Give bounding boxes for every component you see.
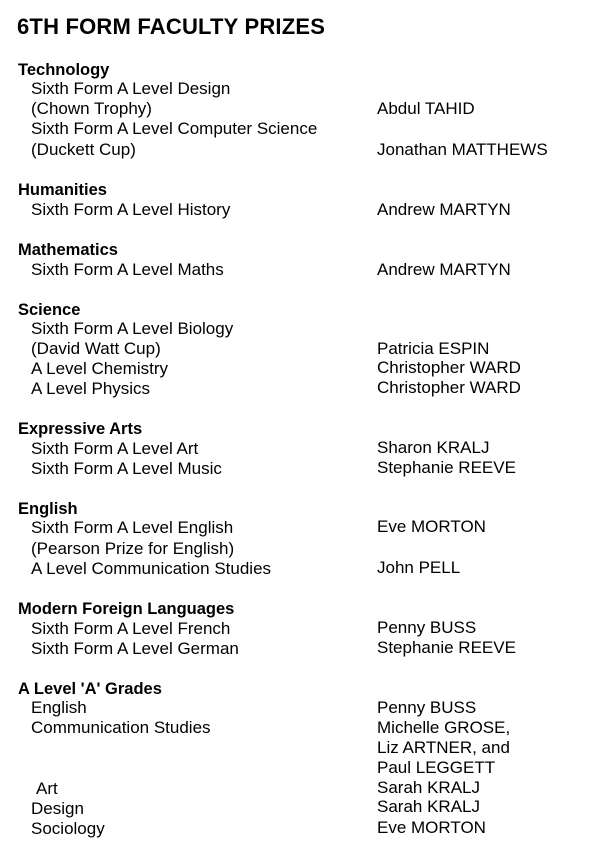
prize-name: Sixth Form A Level Design	[31, 79, 231, 98]
prize-winner: Sarah KRALJ	[377, 778, 480, 797]
prize-winner: Stephanie REEVE	[377, 638, 516, 657]
prize-name: (Duckett Cup)	[31, 140, 136, 159]
prize-winner: Stephanie REEVE	[377, 458, 516, 477]
prize-winner: John PELL	[377, 558, 461, 577]
prize-name: (Chown Trophy)	[31, 99, 152, 118]
prize-name: A Level Communication Studies	[31, 559, 272, 578]
prize-name: Sixth Form A Level French	[31, 619, 231, 638]
prize-winner: Sharon KRALJ	[377, 438, 490, 457]
section-heading-technology: Technology	[18, 61, 110, 79]
prize-winner: Penny BUSS	[377, 618, 477, 637]
prize-name: Design	[31, 799, 84, 818]
prize-winner: Christopher WARD	[377, 358, 521, 377]
prize-winner: Andrew MARTYN	[377, 260, 511, 279]
prize-name: Sixth Form A Level Music	[31, 459, 222, 478]
prize-name: Sixth Form A Level Biology	[31, 319, 234, 338]
section-heading-a-level-a-grades: A Level 'A' Grades	[18, 680, 162, 698]
prize-name: Sixth Form A Level Art	[31, 439, 199, 458]
section-heading-modern-foreign-languages: Modern Foreign Languages	[18, 600, 235, 618]
section-heading-expressive-arts: Expressive Arts	[18, 420, 143, 438]
prize-name: A Level Physics	[31, 379, 151, 398]
prize-winner: Penny BUSS	[377, 698, 477, 717]
prize-name: Art	[36, 779, 58, 798]
prize-winner: Andrew MARTYN	[377, 200, 511, 219]
page-title: 6TH FORM FACULTY PRIZES	[17, 14, 326, 39]
prize-winner: Eve MORTON	[377, 517, 486, 536]
prize-winner: Eve MORTON	[377, 818, 486, 837]
prize-winner: Patricia ESPIN	[377, 339, 490, 358]
prize-name: (David Watt Cup)	[31, 339, 161, 358]
prize-name: Sixth Form A Level English	[31, 518, 234, 537]
prize-winner: Sarah KRALJ	[377, 797, 480, 816]
section-heading-mathematics: Mathematics	[18, 241, 118, 259]
prize-name: Sixth Form A Level History	[31, 200, 231, 219]
prize-name: A Level Chemistry	[31, 359, 168, 378]
section-heading-english: English	[18, 500, 78, 518]
prize-winner: Paul LEGGETT	[377, 758, 496, 777]
prize-name: (Pearson Prize for English)	[31, 539, 235, 558]
prize-winner: Abdul TAHID	[377, 99, 475, 118]
section-heading-humanities: Humanities	[18, 181, 107, 199]
prize-winner: Christopher WARD	[377, 378, 521, 397]
prize-winner: Michelle GROSE,	[377, 718, 511, 737]
prize-name: Sociology	[31, 819, 105, 838]
prize-winner: Jonathan MATTHEWS	[377, 140, 548, 159]
prize-name: Sixth Form A Level Computer Science	[31, 119, 318, 138]
prize-winner: Liz ARTNER, and	[377, 738, 510, 757]
prize-name: English	[31, 698, 87, 717]
section-heading-science: Science	[18, 301, 81, 319]
prize-name: Sixth Form A Level Maths	[31, 260, 224, 279]
prize-name: Sixth Form A Level German	[31, 639, 239, 658]
prize-name: Communication Studies	[31, 718, 211, 737]
